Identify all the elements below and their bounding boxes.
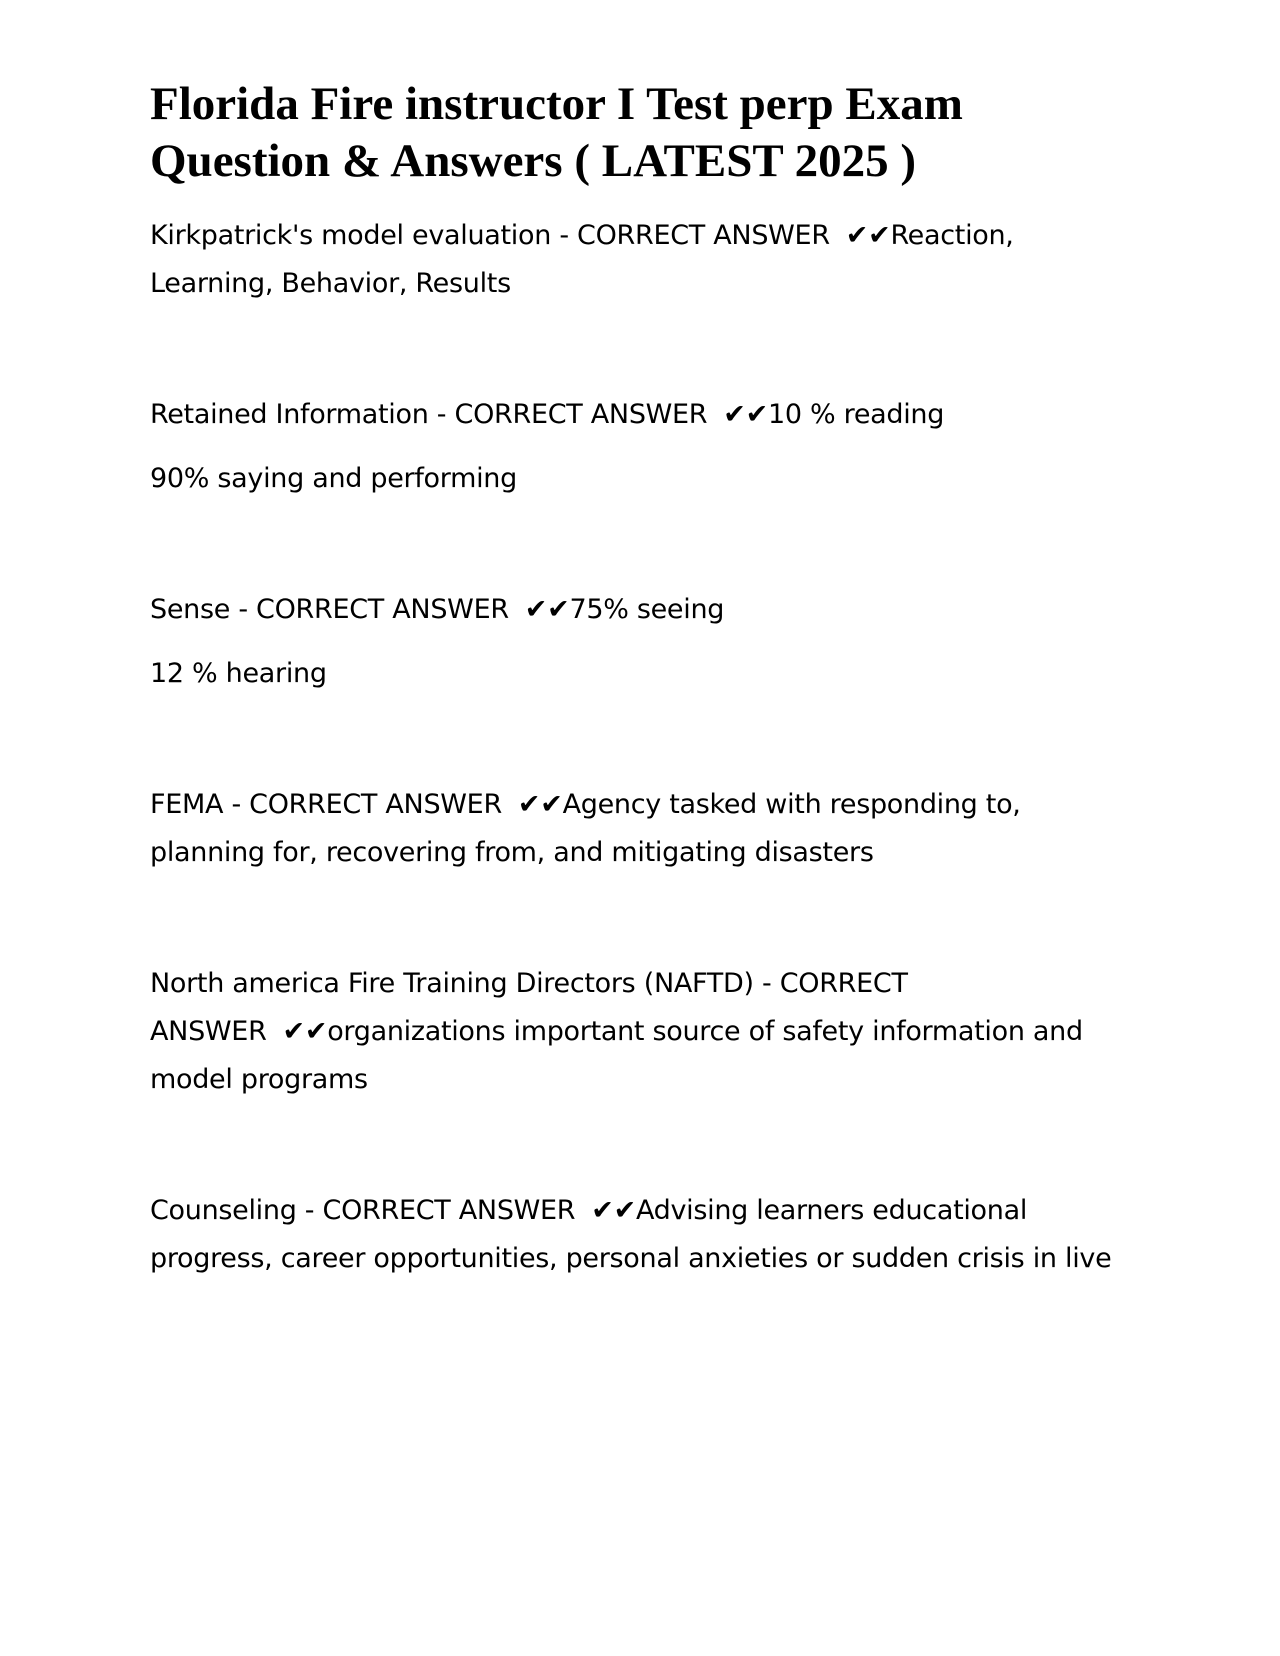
double-check-icon: ✔✔ — [524, 594, 570, 625]
qa-entry-sense — [150, 586, 1140, 698]
document-page — [150, 76, 1140, 1283]
qa-term: Sense - CORRECT ANSWER — [150, 594, 509, 625]
qa-answer: organizations important source of safety information and model programs — [150, 1016, 1083, 1095]
qa-answer-extra: 12 % hearing — [150, 658, 327, 689]
qa-answer-extra: 90% saying and performing — [150, 463, 517, 494]
qa-text — [150, 960, 1140, 1104]
qa-term: FEMA - CORRECT ANSWER — [150, 789, 502, 820]
qa-text — [150, 586, 1140, 634]
qa-text — [150, 781, 1140, 877]
qa-entry-fema — [150, 781, 1140, 877]
qa-term: Counseling - CORRECT ANSWER — [150, 1195, 576, 1226]
qa-term: Retained Information - CORRECT ANSWER — [150, 399, 708, 430]
qa-text — [150, 212, 1140, 308]
qa-entry-counseling — [150, 1187, 1140, 1283]
qa-term: North america Fire Training Directors (NAFTD) - CORRECT ANSWER — [150, 968, 908, 1047]
qa-entry-kirkpatrick — [150, 212, 1140, 308]
qa-text — [150, 391, 1140, 439]
double-check-icon: ✔✔ — [723, 399, 768, 430]
qa-text — [150, 1187, 1140, 1283]
qa-entry-naftd — [150, 960, 1140, 1104]
double-check-icon: ✔✔ — [591, 1195, 636, 1226]
qa-answer: Reaction, Learning, Behavior, Results — [150, 220, 1014, 299]
double-check-icon: ✔✔ — [282, 1016, 328, 1047]
qa-answer: 10 % reading — [767, 399, 945, 430]
qa-answer: Agency tasked with responding to, planning for, recovering from, and mitigating disasters — [150, 789, 1021, 868]
double-check-icon: ✔✔ — [517, 789, 563, 820]
qa-answer: 75% seeing — [569, 594, 725, 625]
double-check-icon: ✔✔ — [845, 220, 891, 251]
qa-answer: Advising learners educational progress, career opportunities, personal anxieties or sudden crisis in live — [150, 1195, 1112, 1274]
qa-entry-retained-information — [150, 391, 1140, 503]
document-title: Florida Fire instructor I Test perp Exam Question & Answers ( LATEST 2025 ) — [150, 78, 963, 187]
qa-term: Kirkpatrick's model evaluation - CORRECT ANSWER — [150, 220, 830, 251]
